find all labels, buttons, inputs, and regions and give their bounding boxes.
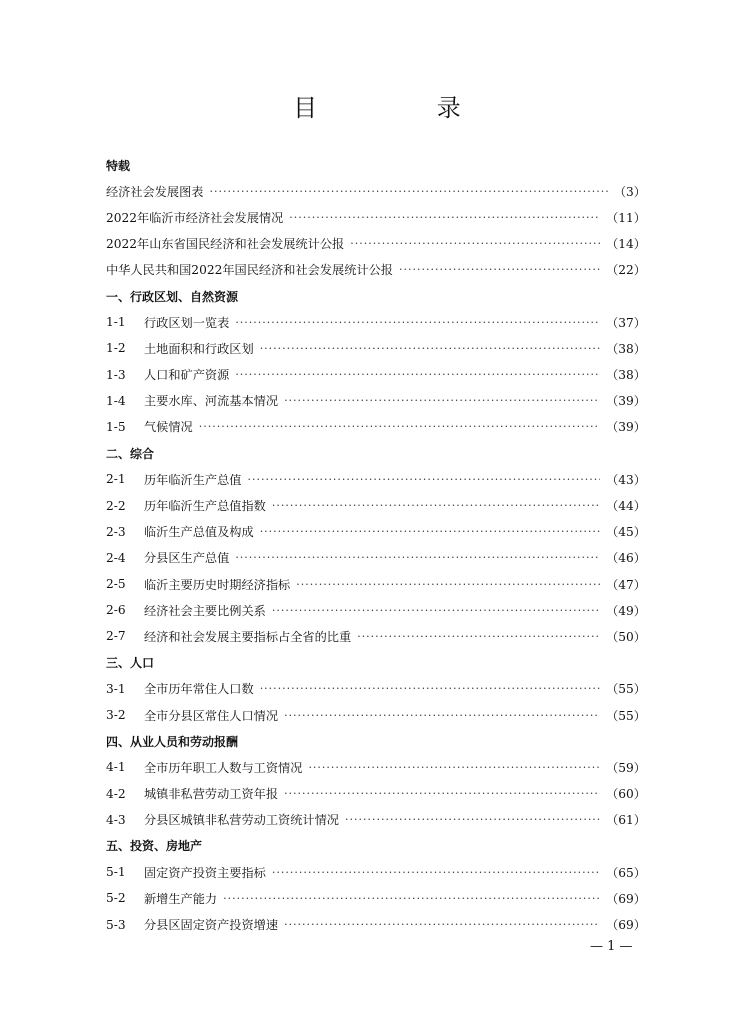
entry-page: （3） xyxy=(613,184,646,199)
entry-code: 1-2 xyxy=(106,341,126,356)
toc-entry[interactable] xyxy=(106,676,646,702)
toc-entry[interactable] xyxy=(106,623,646,649)
entry-page: （60） xyxy=(606,787,646,802)
entry-label: 气候情况 xyxy=(144,420,193,435)
dot-leader xyxy=(248,473,601,486)
dot-leader xyxy=(260,342,600,355)
dot-leader xyxy=(235,316,600,329)
entry-label: 经济社会发展图表 xyxy=(106,184,204,199)
section-label: 三、人口 xyxy=(106,656,155,671)
entry-page: （65） xyxy=(606,865,646,880)
entry-label: 临沂主要历史时期经济指标 xyxy=(144,577,291,592)
toc-entry[interactable] xyxy=(106,466,646,492)
toc-entry[interactable] xyxy=(106,859,646,885)
toc-entry[interactable] xyxy=(106,911,646,937)
entry-code: 2-1 xyxy=(106,472,126,487)
dot-leader xyxy=(399,263,600,276)
toc-section-heading xyxy=(106,440,646,466)
toc-section-heading xyxy=(106,728,646,754)
entry-page: （50） xyxy=(606,629,646,644)
toc-entry[interactable] xyxy=(106,545,646,571)
entry-page: （49） xyxy=(606,603,646,618)
toc-entry[interactable] xyxy=(106,571,646,597)
entry-page: （69） xyxy=(606,918,646,933)
entry-page: （43） xyxy=(606,472,646,487)
toc-entry[interactable] xyxy=(106,178,646,204)
entry-page: （61） xyxy=(606,813,646,828)
dot-leader xyxy=(260,682,600,695)
entry-label: 主要水库、河流基本情况 xyxy=(144,394,279,409)
entry-code: 4-2 xyxy=(106,786,126,801)
toc-entry[interactable] xyxy=(106,231,646,257)
entry-code: 2-4 xyxy=(106,550,126,565)
dot-leader xyxy=(350,237,600,250)
entry-code: 3-2 xyxy=(106,708,126,723)
dot-leader xyxy=(357,630,600,643)
dot-leader xyxy=(272,499,600,512)
entry-code: 5-2 xyxy=(106,891,126,906)
entry-label: 历年临沂生产总值指数 xyxy=(144,499,266,514)
toc-entry[interactable] xyxy=(106,309,646,335)
entry-code: 5-3 xyxy=(106,917,126,932)
dot-leader xyxy=(223,892,600,905)
entry-label: 全市分县区常住人口情况 xyxy=(144,708,279,723)
entry-code: 2-5 xyxy=(106,577,126,592)
entry-label: 分县区固定资产投资增速 xyxy=(144,918,279,933)
entry-page: （59） xyxy=(606,760,646,775)
entry-page: （55） xyxy=(606,682,646,697)
toc-entry[interactable] xyxy=(106,335,646,361)
entry-code: 1-5 xyxy=(106,419,126,434)
entry-page: （38） xyxy=(606,341,646,356)
entry-page: （14） xyxy=(606,237,646,252)
toc-entry[interactable] xyxy=(106,885,646,911)
entry-label: 全市历年职工人数与工资情况 xyxy=(144,760,303,775)
section-label: 四、从业人员和劳动报酬 xyxy=(106,734,239,749)
page-number: — 1 — xyxy=(590,939,633,954)
entry-label: 行政区划一览表 xyxy=(144,315,230,330)
entry-code: 1-4 xyxy=(106,393,126,408)
toc-section-heading xyxy=(106,650,646,676)
dot-leader xyxy=(284,709,600,722)
dot-leader xyxy=(272,604,600,617)
entry-label: 经济社会主要比例关系 xyxy=(144,603,266,618)
entry-label: 经济和社会发展主要指标占全省的比重 xyxy=(144,629,352,644)
entry-label: 新增生产能力 xyxy=(144,891,218,906)
entry-page: （55） xyxy=(606,708,646,723)
toc-entry[interactable] xyxy=(106,204,646,230)
dot-leader xyxy=(260,525,600,538)
dot-leader xyxy=(345,813,600,826)
dot-leader xyxy=(308,761,600,774)
section-label: 一、行政区划、自然资源 xyxy=(106,289,239,304)
entry-code: 4-3 xyxy=(106,812,126,827)
toc-entry[interactable] xyxy=(106,597,646,623)
entry-page: （39） xyxy=(606,394,646,409)
entry-code: 1-1 xyxy=(106,315,126,330)
toc-section-heading xyxy=(106,152,646,178)
entry-label: 固定资产投资主要指标 xyxy=(144,865,266,880)
dot-leader xyxy=(235,368,600,381)
entry-label: 分县区生产总值 xyxy=(144,551,230,566)
entry-page: （45） xyxy=(606,525,646,540)
toc-entry[interactable] xyxy=(106,257,646,283)
entry-page: （11） xyxy=(606,210,646,225)
entry-code: 2-3 xyxy=(106,524,126,539)
section-label: 五、投资、房地产 xyxy=(106,839,203,854)
toc-section-heading xyxy=(106,283,646,309)
entry-code: 2-7 xyxy=(106,629,126,644)
entry-code: 3-1 xyxy=(106,681,126,696)
dot-leader xyxy=(284,394,600,407)
section-label: 特载 xyxy=(106,158,131,173)
entry-code: 1-3 xyxy=(106,367,126,382)
entry-page: （39） xyxy=(606,420,646,435)
entry-page: （38） xyxy=(606,368,646,383)
entry-label: 临沂生产总值及构成 xyxy=(144,525,254,540)
entry-label: 人口和矿产资源 xyxy=(144,368,230,383)
entry-label: 城镇非私营劳动工资年报 xyxy=(144,787,279,802)
entry-page: （44） xyxy=(606,499,646,514)
entry-label: 2022年临沂市经济社会发展情况 xyxy=(106,210,284,225)
dot-leader xyxy=(235,551,600,564)
entry-page: （22） xyxy=(606,263,646,278)
entry-label: 历年临沂生产总值 xyxy=(144,472,242,487)
toc-entry[interactable] xyxy=(106,362,646,388)
table-of-contents xyxy=(106,152,646,938)
entry-label: 分县区城镇非私营劳动工资统计情况 xyxy=(144,813,339,828)
toc-entry[interactable] xyxy=(106,414,646,440)
entry-code: 5-1 xyxy=(106,865,126,880)
toc-entry[interactable] xyxy=(106,388,646,414)
entry-page: （47） xyxy=(606,577,646,592)
toc-entry[interactable] xyxy=(106,781,646,807)
dot-leader xyxy=(296,578,600,591)
section-label: 二、综合 xyxy=(106,446,155,461)
entry-page: （46） xyxy=(606,551,646,566)
entry-label: 全市历年常住人口数 xyxy=(144,682,254,697)
entry-label: 2022年山东省国民经济和社会发展统计公报 xyxy=(106,237,345,252)
entry-code: 2-2 xyxy=(106,498,126,513)
dot-leader xyxy=(210,185,608,198)
toc-entry[interactable] xyxy=(106,807,646,833)
dot-leader xyxy=(272,866,600,879)
entry-page: （37） xyxy=(606,315,646,330)
toc-section-heading xyxy=(106,833,646,859)
toc-entry[interactable] xyxy=(106,754,646,780)
dot-leader xyxy=(284,918,600,931)
dot-leader xyxy=(284,787,600,800)
dot-leader xyxy=(289,211,600,224)
entry-page: （69） xyxy=(606,891,646,906)
entry-code: 2-6 xyxy=(106,603,126,618)
entry-label: 土地面积和行政区划 xyxy=(144,341,254,356)
dot-leader xyxy=(199,420,600,433)
entry-code: 4-1 xyxy=(106,760,126,775)
toc-entry[interactable] xyxy=(106,492,646,518)
entry-label: 中华人民共和国2022年国民经济和社会发展统计公报 xyxy=(106,263,393,278)
page-title: 目 录 xyxy=(293,94,517,122)
toc-entry[interactable] xyxy=(106,702,646,728)
toc-entry[interactable] xyxy=(106,519,646,545)
